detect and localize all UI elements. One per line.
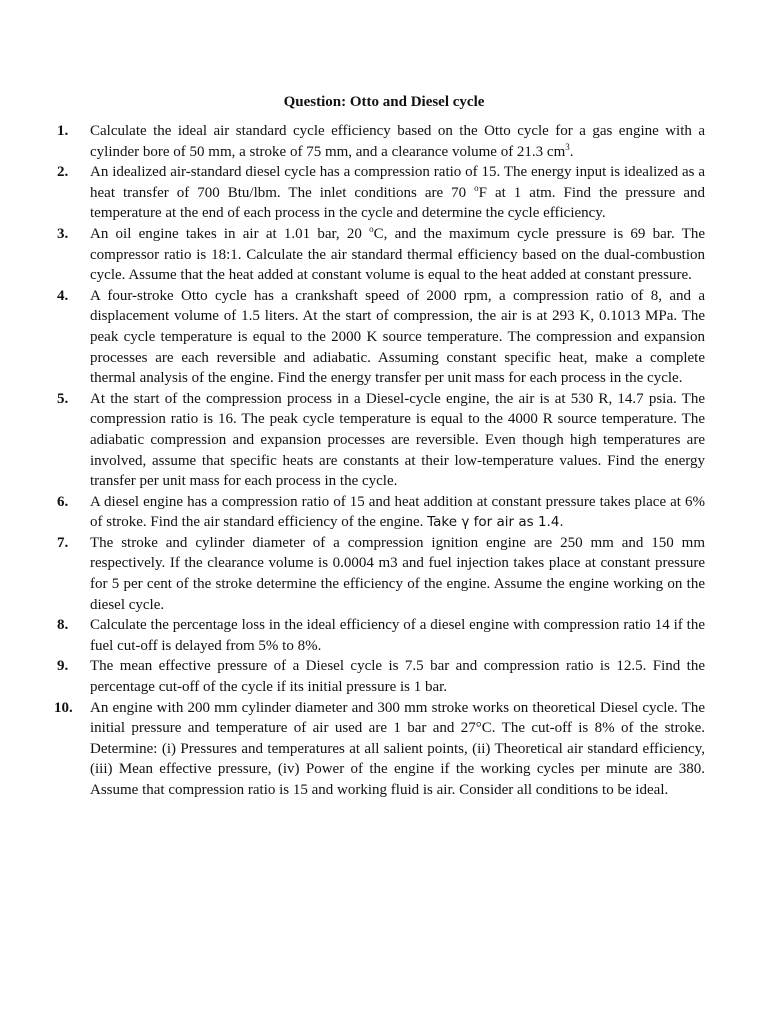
question-item-10 xyxy=(47,698,705,801)
question-number: 5. xyxy=(57,390,69,407)
question-text-body: Calculate the ideal air standard cycle efficiency based on the Otto cycle for a gas engine with a cylinder bore of 50 mm, a stroke of 75 mm, and a clearance volume of 21.3 cm xyxy=(90,123,705,160)
question-number: 10. xyxy=(54,699,73,716)
degree-superscript: o xyxy=(369,223,374,234)
question-item-4 xyxy=(47,286,705,389)
question-item-9 xyxy=(47,656,705,697)
question-text: The mean effective pressure of a Diesel cycle is 7.5 bar and compression ratio is 12.5. Find the percentage cut-off of the cycle if its initial pressure is 1 bar. xyxy=(90,658,705,696)
question-text-part-b: F at 1 atm. Find the pressure and temperature at the end of each process in the cycle and determine the cycle efficiency. xyxy=(90,184,705,222)
superscript: 3 xyxy=(565,141,570,152)
question-text-part-a: An idealized air-standard diesel cycle has a compression ratio of 15. The energy input is idealized as a heat transfer of 700 Btu/lbm. The inlet conditions are 70 xyxy=(90,164,705,201)
question-text: At the start of the compression process in a Diesel-cycle engine, the air is at 530 R, 14.7 psia. The compression ratio is 16. The peak cycle temperature is equal to the 4000 R source temperature. The adiabatic compression and expansion processes are reversible. Even though high temperatures are involved, assume that specific heats are constants at their low-temperature values. Find the energy transfer per unit mass for each process in the cycle. xyxy=(90,390,705,490)
question-number: 8. xyxy=(57,617,69,634)
question-number: 3. xyxy=(57,225,69,242)
question-text: An engine with 200 mm cylinder diameter and 300 mm stroke works on theoretical Diesel cycle. The initial pressure and temperature of air used are 1 bar and 27°C. The cut-off is 8% of the stroke. Determine: (i) Pressures and temperatures at all salient points, (ii) Theoretical air standard efficiency, (iii) Mean effective pressure, (iv) Power of the engine if the working cycles per minute are 380. Assume that compression ratio is 15 and working fluid is air. Consider all conditions to be ideal. xyxy=(90,699,705,798)
question-number: 1. xyxy=(57,123,69,139)
degree-superscript: o xyxy=(474,182,479,193)
question-item-3 xyxy=(47,224,705,286)
question-text-tail: . xyxy=(569,143,574,160)
question-list xyxy=(47,121,705,801)
question-number: 9. xyxy=(57,658,69,675)
question-item-6 xyxy=(47,492,705,533)
question-number: 7. xyxy=(57,534,69,551)
gamma-note: Take γ for air as 1.4. xyxy=(427,514,564,531)
page-title: Question: Otto and Diesel cycle xyxy=(283,94,485,110)
question-item-2 xyxy=(47,162,705,224)
question-item-8 xyxy=(47,615,705,656)
question-item-5 xyxy=(47,389,705,492)
question-text: The stroke and cylinder diameter of a compression ignition engine are 250 mm and 150 mm respectively. If the clearance volume is 0.0004 m3 and fuel injection takes place at constant pressure for 5 per cent of the stroke determine the efficiency of the engine. Assume the engine working on the diesel cycle. xyxy=(90,534,705,613)
question-text-part-b: C, and the maximum cycle pressure is 69 bar. The compressor ratio is 18:1. Calculate the air standard thermal efficiency based on the dual-combustion cycle. Assume that the heat added at constant volume is equal to the heat added at constant pressure. xyxy=(90,225,705,284)
question-item-7 xyxy=(47,533,705,615)
question-number: 2. xyxy=(57,164,69,181)
question-text xyxy=(90,162,705,224)
question-text: Calculate the percentage loss in the ideal efficiency of a diesel engine with compression ratio 14 if the fuel cut-off is delayed from 5% to 8%. xyxy=(90,617,705,654)
question-text-part-a: A diesel engine has a compression ratio of 15 and heat addition at constant pressure takes place at 6% of stroke. Find the air standard efficiency of the engine. xyxy=(90,493,705,531)
question-number: 4. xyxy=(57,287,69,304)
question-text xyxy=(90,224,705,286)
question-text: A four-stroke Otto cycle has a crankshaft speed of 2000 rpm, a compression ratio of 8, and a displacement volume of 1.5 liters. At the start of compression, the air is at 293 K, 0.1013 MPa. The peak cycle temperature is equal to the 2000 K source temperature. The compression and expansion processes are each reversible and adiabatic. Assuming constant specific heat, make a complete thermal analysis of the engine. Find the energy transfer per unit mass for each process in the cycle. xyxy=(90,287,705,387)
question-item-1 xyxy=(47,121,705,162)
question-text xyxy=(90,121,705,162)
question-text xyxy=(90,492,705,533)
question-number: 6. xyxy=(57,493,69,510)
question-text-part-a: An oil engine takes in air at 1.01 bar, 20 xyxy=(90,225,370,242)
